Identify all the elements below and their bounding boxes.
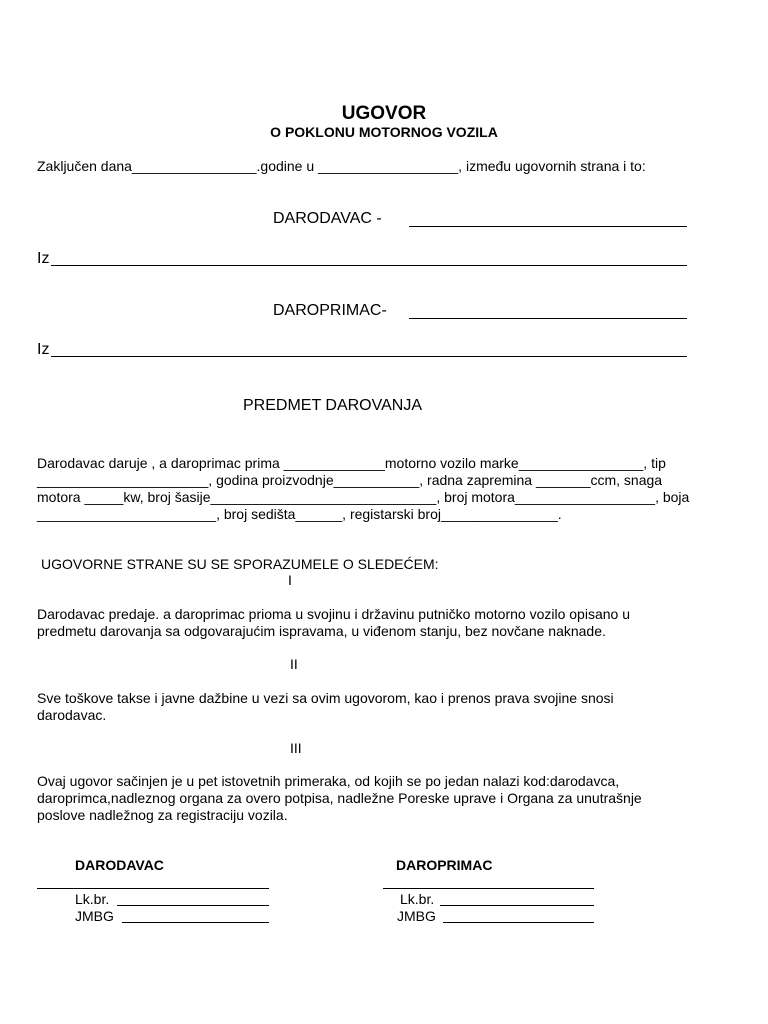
- predmet-line: Darodavac daruje , a daroprimac prima _____________motorno vozilo marke________________, tip: [37, 455, 666, 471]
- iz-label-daroprimac: Iz: [37, 341, 50, 358]
- section-text-line: Darodavac predaje. a daroprimac prioma u svojinu i državinu putničko motorno vozilo opisano u: [37, 606, 630, 622]
- sporazum-heading: UGOVORNE STRANE SU SE SPORAZUMELE O SLEDEĆEM:: [41, 556, 439, 572]
- signature-party-right: DAROPRIMAC: [396, 857, 493, 873]
- section-text-line: daroprimca,nadleznog organa za overo potpisa, nadležne Poreske uprave i Organa za unutrašnje: [37, 790, 642, 806]
- document-title: UGOVOR: [341, 103, 427, 124]
- jmbg-label-right: JMBG: [397, 908, 436, 924]
- iz-label-darodavac: Iz: [37, 250, 50, 267]
- signature-line-left[interactable]: [37, 888, 269, 889]
- darodavac-name-line[interactable]: [409, 226, 687, 227]
- intro-line: Zaključen dana________________.godine u __________________, između ugovornih strana i to:: [37, 158, 646, 174]
- daroprimac-name-line[interactable]: [409, 318, 687, 319]
- daroprimac-address-line[interactable]: [51, 356, 687, 357]
- darodavac-label: DARODAVAC -: [273, 210, 382, 227]
- predmet-heading: PREDMET DAROVANJA: [243, 397, 422, 414]
- jmbg-field-left[interactable]: [122, 922, 269, 923]
- section-numeral: III: [290, 740, 302, 756]
- section-text-line: darodavac.: [37, 707, 107, 723]
- jmbg-label-left: JMBG: [75, 908, 114, 924]
- section-numeral: I: [288, 572, 292, 588]
- darodavac-address-line[interactable]: [51, 265, 687, 266]
- signature-party-left: DARODAVAC: [75, 857, 164, 873]
- section-text-line: poslove nadležnog za registraciju vozila.: [37, 807, 288, 823]
- lk-field-right[interactable]: [440, 905, 594, 906]
- predmet-line: ______________________, godina proizvodnje___________, radna zapremina _______ccm, snaga: [37, 472, 663, 488]
- daroprimac-label: DAROPRIMAC-: [273, 302, 387, 319]
- jmbg-field-right[interactable]: [443, 922, 594, 923]
- lk-label-right: Lk.br.: [400, 891, 435, 907]
- predmet-line: motora _____kw, broj šasije_____________________________, broj motora__________________, boja: [37, 489, 690, 505]
- section-text-line: Sve toškove takse i javne dažbine u vezi sa ovim ugovorom, kao i prenos prava svojine snosi: [37, 690, 614, 706]
- section-numeral: II: [290, 656, 298, 672]
- lk-label-left: Lk.br.: [75, 891, 110, 907]
- section-text-line: predmetu darovanja sa odgovarajućim ispravama, u viđenom stanju, bez novčane naknade.: [37, 623, 606, 639]
- section-text-line: Ovaj ugovor sačinjen je u pet istovetnih primeraka, od kojih se po jedan nalazi kod:darodavca,: [37, 773, 620, 789]
- predmet-line: _______________________, broj sedišta______, registarski broj_______________.: [37, 506, 562, 522]
- signature-line-right[interactable]: [383, 888, 594, 889]
- document-subtitle: O POKLONU MOTORNOG VOZILA: [270, 124, 498, 140]
- lk-field-left[interactable]: [117, 905, 269, 906]
